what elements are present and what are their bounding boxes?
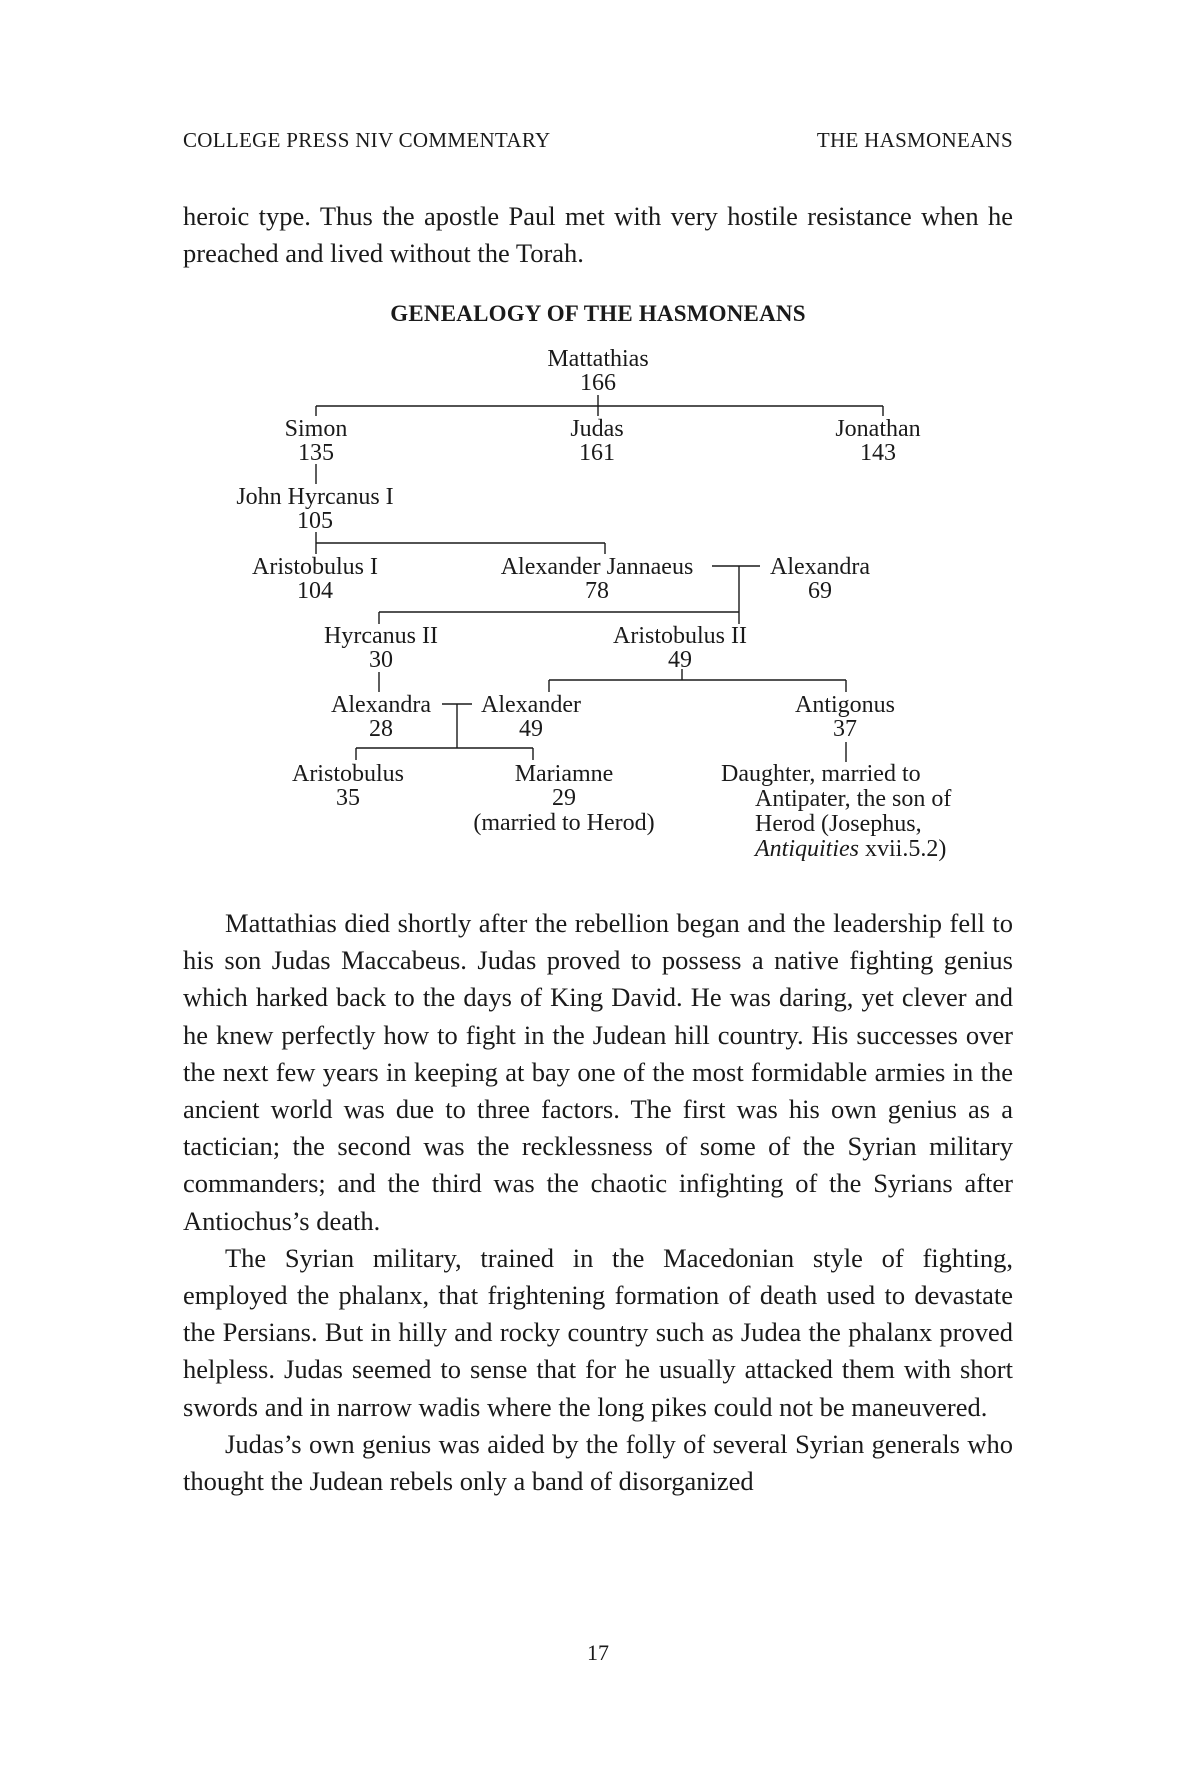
daughter-note-citation-ref: xvii.5.2): [859, 836, 947, 862]
person-name: Alexandra: [770, 554, 870, 580]
person-year: 161: [579, 440, 615, 466]
person-year: 35: [336, 785, 360, 811]
daughter-note-line-3: Herod (Josephus,: [755, 811, 922, 837]
person-name: John Hyrcanus I: [236, 484, 394, 510]
person-name: Judas: [570, 416, 624, 442]
person-year: 49: [519, 716, 543, 742]
person-year: 49: [668, 647, 692, 673]
intro-paragraph: heroic type. Thus the apostle Paul met with very hostile resistance when he preached and lived without the Torah.: [183, 201, 1013, 269]
person-simon: [285, 416, 348, 466]
person-alexandra-69: [770, 554, 870, 604]
person-year: 143: [860, 440, 896, 466]
person-name: Alexandra: [331, 692, 431, 718]
person-aristobulus-ii: [613, 623, 747, 673]
running-head-book-title: COLLEGE PRESS NIV COMMENTARY: [183, 128, 551, 152]
person-name: Mattathias: [547, 346, 649, 372]
paragraph: The Syrian military, trained in the Macedonian style of fighting, employed the phalanx, that frightening formation of death used to devastate the Persians. But in hilly and rocky country such as Judea the phalanx proved helpless. Judas seemed to sense that for he usually attacked them with short swords and in narrow wadis where the long pikes could not be maneuvered.: [183, 1242, 1013, 1422]
person-name: Aristobulus I: [252, 554, 378, 580]
person-aristobulus-35: [292, 761, 404, 811]
paragraph: Judas’s own genius was aided by the folly of several Syrian generals who thought the Judean rebels only a band of disorganized: [183, 1428, 1013, 1497]
daughter-note-line-4: [753, 836, 946, 862]
person-hyrcanus-ii: [324, 623, 438, 673]
person-name: Alexander Jannaeus: [500, 554, 694, 580]
person-name: Hyrcanus II: [324, 623, 438, 649]
person-year: 135: [298, 440, 334, 466]
person-alexander-jannaeus: [501, 554, 694, 604]
person-name: Aristobulus: [291, 761, 405, 787]
person-name: Alexander: [481, 692, 581, 718]
daughter-note-line-2: Antipater, the son of: [755, 786, 952, 812]
person-year: 30: [369, 647, 393, 673]
person-year: 28: [369, 716, 393, 742]
daughter-note-citation-work: Antiquities: [755, 836, 859, 862]
person-name: Mariamne: [514, 761, 614, 787]
running-head-chapter-title: THE HASMONEANS: [816, 128, 1013, 152]
person-alexandra-28: [331, 692, 431, 742]
person-year: 69: [808, 578, 832, 604]
person-year: 166: [580, 370, 616, 396]
daughter-note: [721, 761, 951, 862]
person-aristobulus-i: [252, 554, 378, 604]
person-name: Simon: [284, 416, 348, 442]
person-jonathan: [835, 416, 920, 466]
person-year: 29: [552, 785, 576, 811]
person-mariamne: [473, 761, 654, 836]
person-name: Jonathan: [835, 416, 921, 442]
person-note: (married to Herod): [473, 810, 655, 836]
person-mattathias: [547, 346, 648, 396]
main-text: [183, 905, 1013, 1500]
person-year: 105: [297, 508, 333, 534]
person-year: 104: [297, 578, 333, 604]
genealogy-title: GENEALOGY OF THE HASMONEANS: [390, 301, 806, 326]
page-number: 17: [587, 1640, 609, 1665]
person-alexander-49: [481, 692, 581, 742]
daughter-note-line-1: Daughter, married to: [721, 761, 921, 787]
person-name: Antigonus: [794, 692, 896, 718]
person-antigonus: [795, 692, 895, 742]
person-name: Aristobulus II: [613, 623, 747, 649]
person-john-hyrcanus: [236, 484, 393, 534]
paragraph: Mattathias died shortly after the rebellion began and the leadership fell to his son Judas Maccabeus. Judas proved to possess a native fighting genius which harked back to the days of King David. He was daring, yet clever and he knew perfectly how to fight in the Judean hill country. His successes over the next few years in keeping at bay one of the most formidable armies in the ancient world was due to three factors. The first was his own genius as a tactician; the second was the recklessness of some of the Syrian military commanders; and the third was the chaotic infighting of the Syrians after Antiochus’s death.: [183, 908, 1013, 1236]
person-judas: [570, 416, 623, 466]
person-year: 37: [833, 716, 857, 742]
person-year: 78: [585, 578, 609, 604]
